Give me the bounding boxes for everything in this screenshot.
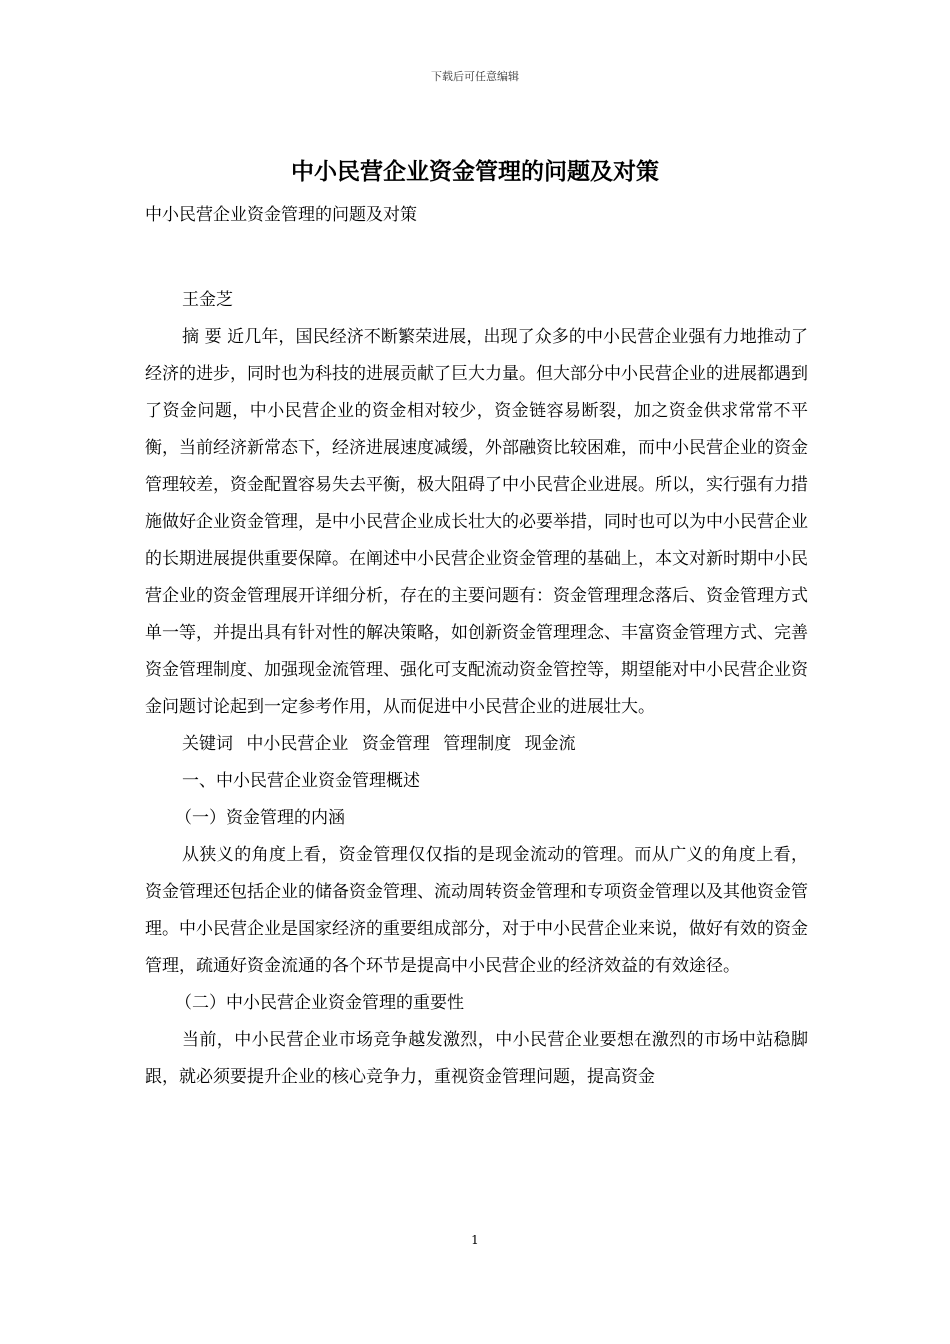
subsection-heading: （一）资金管理的内涵 [175, 808, 345, 828]
keyword-item: 现金流 [524, 734, 576, 754]
document-subtitle: 中小民营企业资金管理的问题及对策 [145, 205, 417, 225]
author-name: 王金芝 [182, 290, 233, 310]
section-heading: 一、中小民营企业资金管理概述 [182, 771, 420, 791]
keyword-item: 管理制度 [443, 734, 512, 754]
page-number: 1 [471, 1233, 479, 1247]
spacer [145, 234, 808, 282]
document-title: 中小民营企业资金管理的问题及对策 [291, 158, 659, 185]
subsection-heading: （二）中小民营企业资金管理的重要性 [175, 993, 464, 1013]
keywords-label: 关键词 [182, 734, 233, 754]
keyword-item: 资金管理 [361, 734, 430, 754]
keyword-item: 中小民营企业 [246, 734, 349, 754]
keywords-line [145, 726, 808, 763]
subsection-paragraph: 从狭义的角度上看，资金管理仅仅指的是现金流动的管理。而从广义的角度上看，资金管理还包括企业的储备资金管理、流动周转资金管理和专项资金管理以及其他资金管理。中小民营企业是国家经济的重要组成部分，对于中小民营企业来说，做好有效的资金管理，疏通好资金流通的各个环节是提高中小民营企业的经济效益的有效途径。 [145, 845, 808, 976]
abstract-paragraph: 摘 要 近几年，国民经济不断繁荣进展，出现了众多的中小民营企业强有力地推动了经济的进步，同时也为科技的进展贡献了巨大力量。但大部分中小民营企业的进展都遇到了资金问题，中小民营企业的资金相对较少，资金链容易断裂，加之资金供求常常不平衡，当前经济新常态下，经济进展速度减缓，外部融资比较困难，而中小民营企业的资金管理较差，资金配置容易失去平衡，极大阻碍了中小民营企业进展。所以，实行强有力措施做好企业资金管理，是中小民营企业成长壮大的必要举措，同时也可以为中小民营企业的长期进展提供重要保障。在阐述中小民营企业资金管理的基础上，本文对新时期中小民营企业的资金管理展开详细分析，存在的主要问题有：资金管理理念落后、资金管理方式单一等，并提出具有针对性的解决策略，如创新资金管理理念、丰富资金管理方式、完善资金管理制度、加强现金流管理、强化可支配流动资金管控等，期望能对中小民营企业资金问题讨论起到一定参考作用，从而促进中小民营企业的进展壮大。 [145, 327, 808, 717]
subsection-paragraph: 当前，中小民营企业市场竞争越发激烈，中小民营企业要想在激烈的市场中站稳脚跟，就必须要提升企业的核心竞争力，重视资金管理问题，提高资金 [145, 1030, 808, 1087]
header-note: 下载后可任意编辑 [431, 70, 519, 83]
document-body [145, 197, 808, 1096]
